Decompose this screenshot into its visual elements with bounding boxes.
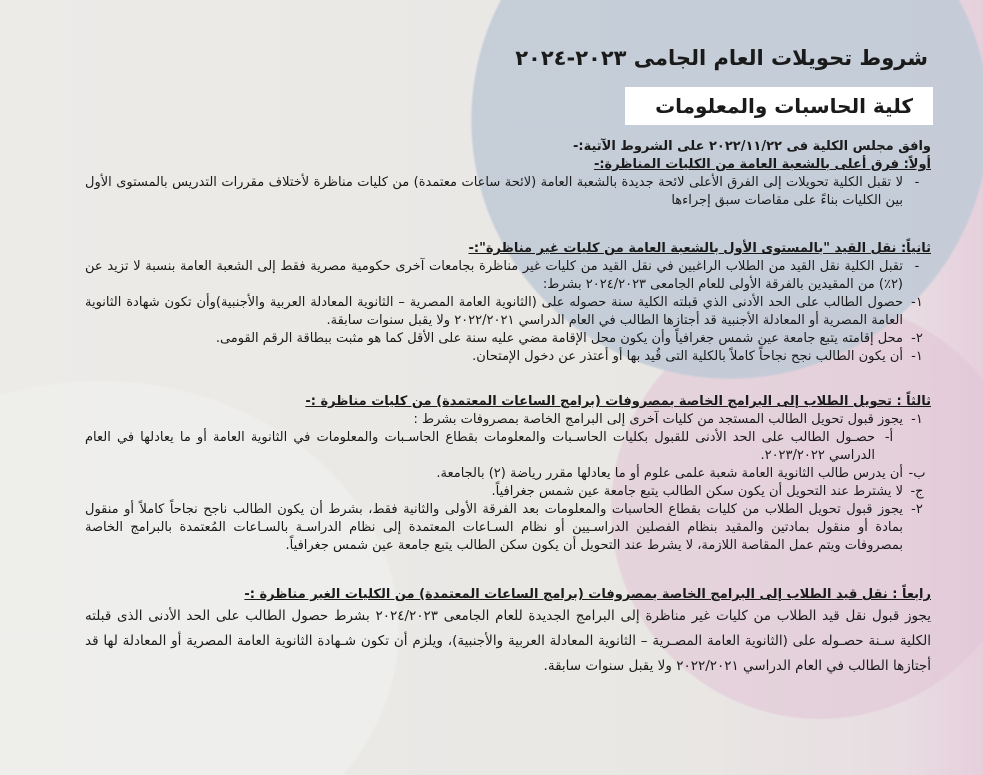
list-item [85,411,931,429]
list-marker: ٢- [911,331,923,346]
faculty-name: كلية الحاسبات والمعلومات [655,94,913,118]
section-heading: ثالثاً : تحويل الطلاب إلى البرامج الخاصة بمصروفات (برامج الساعات المعتمدة) من كليات مناظرة :- [305,394,931,409]
list-marker: أ- [884,430,894,445]
list-marker: ب- [908,466,926,481]
section-3 [85,393,931,555]
list-item [85,174,931,210]
list-item [85,294,931,330]
list-item [85,604,931,679]
list-item [85,501,931,555]
item-text: لا تقبل الكلية تحويلات إلى الفرق الأعلى لائحة جديدة بالشعبة العامة (لائحة ساعات معتمدة) من كليات مناظرة لأختلاف مقررات التدريس بالمستوى الأول بين الكليات بناءً على مقاصات سبق إجراءها [85,175,903,208]
item-text: حصـول الطالب على الحد الأدنى للقبول بكليات الحاسـبات والمعلومات بقطاع الحاسـبات والمعلومات في الثانوية العامة أو ما يعادلها في العام الدراسي ٢٠٢٣/٢٠٢٢. [85,430,875,463]
list-marker: - [914,259,920,274]
list-item [85,348,931,366]
sub-list-item [85,429,931,465]
intro-text: وافق مجلس الكلية فى ٢٠٢٢/١١/٢٢ على الشروط الآتية:- [573,139,931,154]
section-heading: أولاً: فرق أعلى بالشعبة العامة من الكليات المناظرة:- [593,157,931,172]
list-marker: ١- [911,412,923,427]
faculty-banner [625,87,933,125]
list-item [85,330,931,348]
list-item [85,258,931,294]
section-heading: رابعاً : نقل قيد الطلاب إلى البرامج الخاصة بمصروفات (برامج الساعات المعتمدة) من الكليات الغير مناظرة :- [244,587,931,602]
item-text: أن يكون الطالب نجح نجاحاً كاملاً بالكلية التى قُيد بها أو أعتذر عن دخول الإمتحان. [472,349,903,364]
item-text: يجوز قبول نقل قيد الطلاب من كليات غير مناظرة إلى البرامج الجديدة للعام الجامعى ٢٠٢٤/٢٠٢٣ بشرط حصول الطالب على الحد الأدنى الذى قبلته الكلية سـنة حصـوله على (الثانوية العامة المصـرية – الثانوية المعادلة العربية والأجنبية)، ويلزم أن تكون شـهادة الثانوية العامة المصرية أو المعادلة لها قد أجتازها الطالب في العام الدراسي ٢٠٢٢/٢٠٢١ ولا يقبل سنوات سابقة. [85,608,931,674]
list-marker: ٢- [911,502,923,517]
section-2 [85,240,931,366]
list-marker: - [914,175,920,190]
document-title: شروط تحويلات العام الجامى ٢٠٢٣-٢٠٢٤ [515,46,928,70]
intro-section [85,138,931,210]
item-text: يجوز قبول تحويل الطلاب من كليات بقطاع الحاسبات والمعلومات بعد الفرقة الأولى والثانية فقط، بشرط أن يكون الطالب ناجح نجاحاً كاملاً أو منقول بمادة أو منقول بمادتين والمقيد بنظام الفصلين الدراسـيين أو نظام السـاعات المعتمدة إلى نظام الدراسـة بالسـاعات المُعتمدة بالبرامج الخاصة بمصروفات ويتم عمل المقاصة اللازمة، لا يشرط عند التحويل أن يكون سكن الطالب يتبع جامعة عين شمس جغرافياً. [85,502,903,553]
list-marker: ج- [910,484,924,499]
list-marker: ١- [911,295,923,310]
item-text: حصول الطالب على الحد الأدنى الذي قبلته الكلية سنة حصوله على (الثانوية العامة المصرية – الثانوية المعادلة العربية والأجنبية)وأن تكون شهادة الثانوية العامة المصرية أو المعادلة الأجنبية قد أجتازها الطالب في العام الدراسي ٢٠٢٢/٢٠٢١ ولا يقبل سنوات سابقة. [85,295,903,328]
item-text: محل إقامته يتبع جامعة عين شمس جغرافياً وأن يكون محل الإقامة مضي عليه سنة على الأقل كما هو مثبت ببطاقة الرقم القومى. [215,331,903,346]
list-marker: ١- [911,349,923,364]
sub-list-item [85,465,931,483]
item-text: لا يشترط عند التحويل أن يكون سكن الطالب يتبع جامعة عين شمس جغرافياً. [491,484,903,499]
section-heading: ثانياً: نقل القيد "بالمستوى الأول بالشعبة العامة من كليات غير مناظرة":- [468,241,931,256]
item-text: يجوز قبول تحويل الطالب المستجد من كليات آخرى إلى البرامج الخاصة بمصروفات بشرط : [413,412,903,427]
item-text: أن يدرس طالب الثانوية العامة شعبة علمى علوم أو ما يعادلها مقرر رياضة (٢) بالجامعة. [436,466,903,481]
section-4 [85,586,931,679]
item-text: تقبل الكلية نقل القيد من الطلاب الراغبين في نقل القيد من كليات غير مناظرة بجامعات آخرى حكومية مصرية فقط إلى الشعبة العامة بنسبة لا تزيد عن (٢٪) من المقيدين بالفرقة الأولى للعام الجامعى ٢٠٢٤/٢٠٢٣ بشرط: [85,259,903,292]
sub-list-item [85,483,931,501]
